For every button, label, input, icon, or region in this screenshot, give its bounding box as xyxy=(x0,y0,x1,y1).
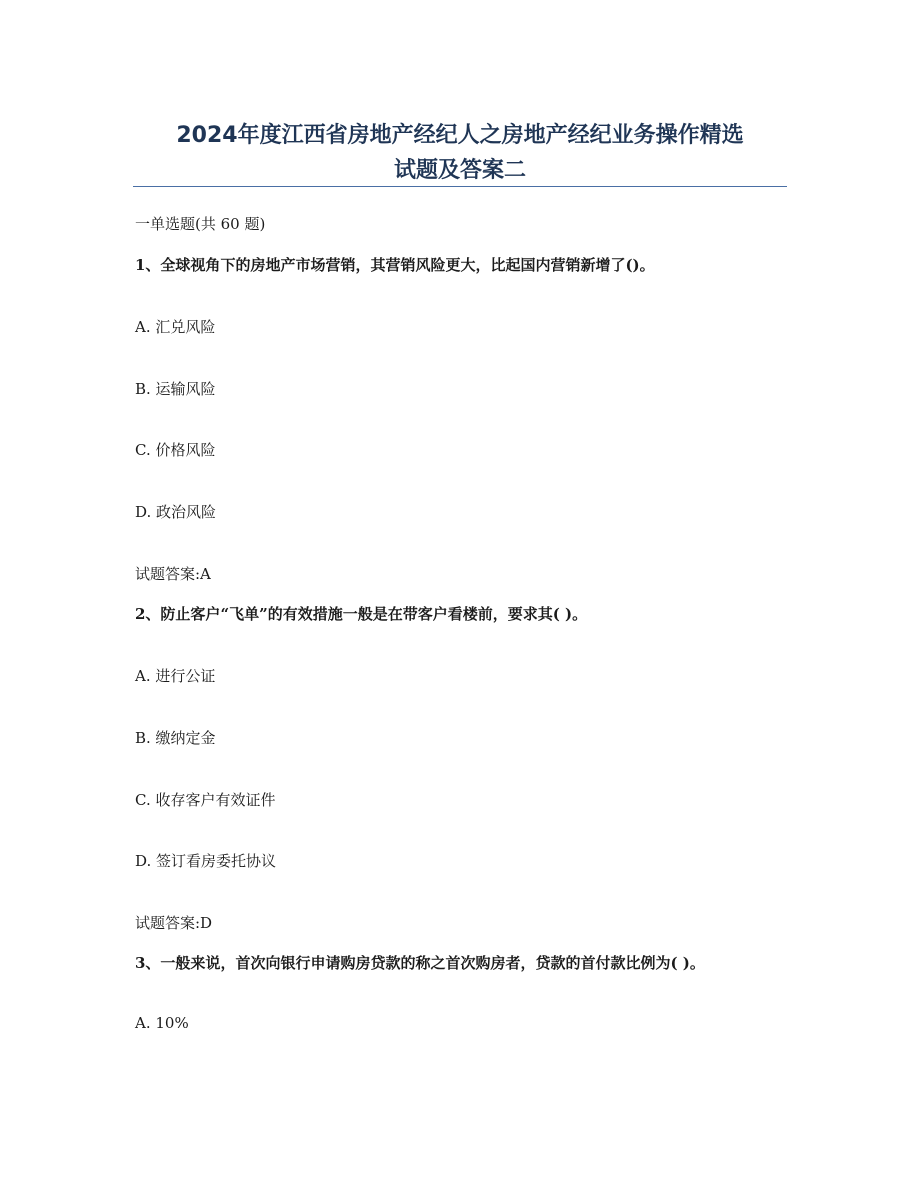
question-3-stem: 3、一般来说，首次向银行申请购房贷款的称之首次购房者，贷款的首付款比例为( )。 xyxy=(135,954,705,972)
title-divider xyxy=(133,186,787,187)
question-2-answer: 试题答案:D xyxy=(135,914,213,932)
section-heading: 一单选题(共 60 题) xyxy=(135,215,266,233)
question-1-stem: 1、全球视角下的房地产市场营销，其营销风险更大，比起国内营销新增了()。 xyxy=(135,256,655,274)
document-title-line-2: 试题及答案二 xyxy=(393,158,526,183)
question-1-option-b: B. 运输风险 xyxy=(135,380,216,398)
question-1-option-c: C. 价格风险 xyxy=(135,441,216,459)
document-title-line-1: 2024年度江西省房地产经纪人之房地产经纪业务操作精选 xyxy=(176,123,744,148)
question-2-option-a: A. 进行公证 xyxy=(135,667,216,685)
question-2-option-c: C. 收存客户有效证件 xyxy=(135,791,276,809)
question-1-answer: 试题答案:A xyxy=(135,565,211,583)
question-2-option-d: D. 签订看房委托协议 xyxy=(135,852,277,870)
question-3-option-a: A. 10% xyxy=(135,1014,189,1032)
question-2-stem: 2、防止客户“飞单”的有效措施一般是在带客户看楼前，要求其( )。 xyxy=(135,605,588,623)
question-1-option-d: D. 政治风险 xyxy=(135,503,217,521)
question-2-option-b: B. 缴纳定金 xyxy=(135,729,216,747)
question-1-option-a: A. 汇兑风险 xyxy=(135,318,216,336)
